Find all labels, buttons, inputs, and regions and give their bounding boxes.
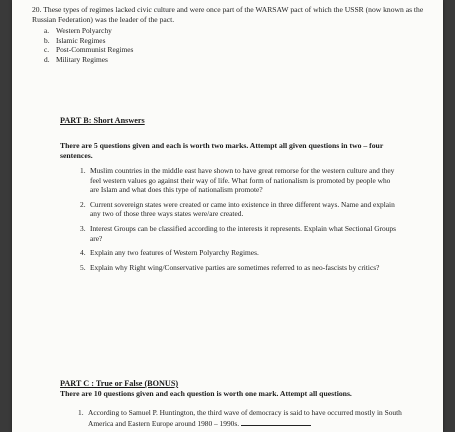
question-number: 4. — [80, 248, 86, 258]
question-20: 20. These types of regimes lacked civic culture and were once part of the WARSAW pact of which the USSR (now known as the Russian Federation) was the leader of the pact. — [32, 5, 424, 24]
option-letter: d. — [44, 54, 50, 64]
option-letter: b. — [44, 35, 50, 45]
question-text: Muslim countries in the middle east have shown to have great remorse for the western culture and they feel western values go against their way of life. What form of nationalism is promoted by people who are Islam and what does this type of nationalism promote? — [90, 166, 395, 195]
option-letter: c. — [44, 45, 50, 55]
short-answer-question — [80, 166, 398, 195]
part-b-heading: PART B: Short Answers — [60, 116, 145, 125]
short-answer-question — [80, 263, 398, 273]
part-c-heading: PART C : True or False (BONUS) — [60, 379, 179, 388]
question-20-options — [44, 26, 133, 64]
question-number: 1. — [78, 408, 84, 417]
short-answer-question — [80, 200, 398, 219]
question-number: 2. — [80, 199, 86, 209]
part-c-instructions: There are 10 questions given and each question is worth one mark. Attempt all questions. — [60, 389, 352, 398]
question-number: 3. — [80, 223, 86, 233]
option-text: Military Regimes — [56, 54, 108, 64]
question-text: Interest Groups can be classified according to the interests it represents. Explain what Sectional Groups are? — [90, 223, 397, 243]
short-answer-list — [80, 166, 398, 277]
question-number: 1. — [80, 166, 86, 175]
question-text: Explain why Right wing/Conservative parties are sometimes referred to as neo-fascists by critics? — [90, 262, 380, 272]
answer-blank — [241, 418, 311, 426]
short-answer-question — [80, 224, 398, 243]
true-false-question — [78, 408, 414, 428]
question-text: Explain any two features of Western Polyarchy Regimes. — [90, 248, 259, 258]
option-text: Western Polyarchy — [56, 26, 112, 35]
option-text: Islamic Regimes — [56, 35, 106, 45]
option-b — [44, 36, 133, 46]
option-c — [44, 45, 133, 55]
short-answer-question — [80, 248, 398, 258]
option-text: Post-Communist Regimes — [56, 45, 134, 55]
part-b-instructions: There are 5 questions given and each is worth two marks. Attempt all given questions in two – four sentences. — [60, 141, 384, 160]
option-a — [44, 26, 133, 36]
option-d — [44, 55, 133, 65]
question-number: 5. — [80, 262, 86, 272]
document-page — [12, 0, 443, 432]
option-letter: a. — [44, 26, 50, 35]
question-text: According to Samuel P. Huntington, the third wave of democracy is said to have occurred mostly in South America and Eastern Europe around 1980 – 1990s. — [88, 408, 402, 428]
question-text: Current sovereign states were created or came into existence in three different ways. Name and explain any two of those three ways states were/are created. — [90, 199, 395, 219]
